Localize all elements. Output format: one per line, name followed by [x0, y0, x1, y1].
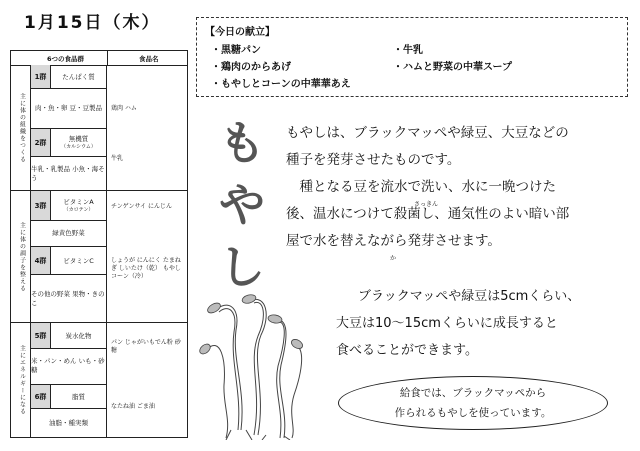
group-nutrient: 脂質: [72, 392, 85, 401]
group-number: 3群: [31, 191, 51, 220]
group-nutrient: たんぱく質: [62, 72, 95, 81]
article-title: もやし: [219, 116, 265, 294]
group-nutrient: ビタミンC: [63, 256, 94, 265]
menu-item: ・ハムと野菜の中華スープ: [393, 62, 512, 73]
section-body-building: [11, 65, 187, 191]
group-number: 6群: [31, 385, 51, 408]
group-3-items: チンゲンサイ にんじん: [111, 203, 172, 210]
group-1: [31, 65, 107, 129]
school-lunch-note: 給食では、ブラックマッペから 作られるもやしを使っています。: [338, 376, 608, 430]
group-number: 2群: [31, 129, 51, 156]
group-6-items: なたね油 ごま油: [111, 403, 155, 410]
article-paragraph-1: もやしは、ブラックマッペや緑豆、大豆などの 種子を発芽させたものです。 種となる豆を流水で洗い、水に一晩つけた 後、温水につけて殺菌し、通気性のよい暗い部 屋で水を替えながら発芽させます。: [286, 125, 570, 249]
group-3: [31, 191, 107, 247]
group-5-items: パン じゃがいもでん粉 砂糖: [111, 339, 181, 354]
role-label: 主に体の調子を整える: [13, 191, 31, 322]
group-foods: 牛乳・乳製品 小魚・海そう: [31, 165, 105, 182]
group-1-items: 鶏肉 ハム: [111, 105, 137, 112]
menu-item: ・もやしとコーンの中華華あえ: [211, 79, 351, 90]
group-foods: その他の野菜 果物・きのこ: [31, 290, 105, 307]
table-header: [11, 51, 187, 66]
article-paragraph-2: ブラックマッペや緑豆は5cmくらい、 大豆は10～15cmくらいに成長すると 食べることができます。: [336, 289, 581, 358]
group-4-items: しょうが にんにく たまねぎ しいたけ（乾） もやし コーン（冷）: [111, 257, 181, 280]
ruby-ka: か: [390, 255, 397, 262]
group-number: 1群: [31, 65, 51, 88]
header-food-names: 食品名: [139, 55, 159, 63]
section-energy: [11, 323, 187, 437]
group-number: 5群: [31, 323, 51, 348]
menu-item: ・牛乳: [393, 45, 423, 56]
group-2-items: 牛乳: [111, 155, 124, 162]
group-foods: 油脂・種実類: [49, 418, 88, 427]
date-heading: 1月15日（木）: [24, 13, 161, 33]
header-food-groups: 6つの食品群: [47, 55, 85, 63]
group-nutrient: 無機質 （カルシウム）: [61, 134, 96, 150]
menu-item: ・鶏肉のからあげ: [211, 62, 291, 73]
group-foods: 米・パン・めん いも・砂糖: [31, 357, 105, 374]
group-number: 4群: [31, 247, 51, 274]
role-label: 主にエネルギーになる: [13, 323, 31, 437]
group-5: [31, 323, 107, 385]
bean-sprout-illustration: [196, 290, 316, 440]
group-foods: 緑黄色野菜: [52, 228, 85, 237]
menu-title: 【今日の献立】: [205, 27, 275, 38]
group-6: [31, 385, 107, 437]
role-label: 主に体の組織をつくる: [13, 65, 31, 190]
menu-box: [196, 17, 628, 97]
group-foods: 肉・魚・卵 豆・豆製品: [34, 103, 103, 112]
section-body-regulating: [11, 191, 187, 323]
group-nutrient: 炭水化物: [65, 331, 92, 340]
group-2: [31, 129, 107, 191]
group-nutrient: ビタミンA （カロテン）: [63, 197, 94, 213]
menu-item: ・黒糖パン: [211, 45, 261, 56]
ruby-sakkin: さっきん: [414, 201, 439, 208]
group-4: [31, 247, 107, 323]
food-group-table: [10, 50, 188, 438]
